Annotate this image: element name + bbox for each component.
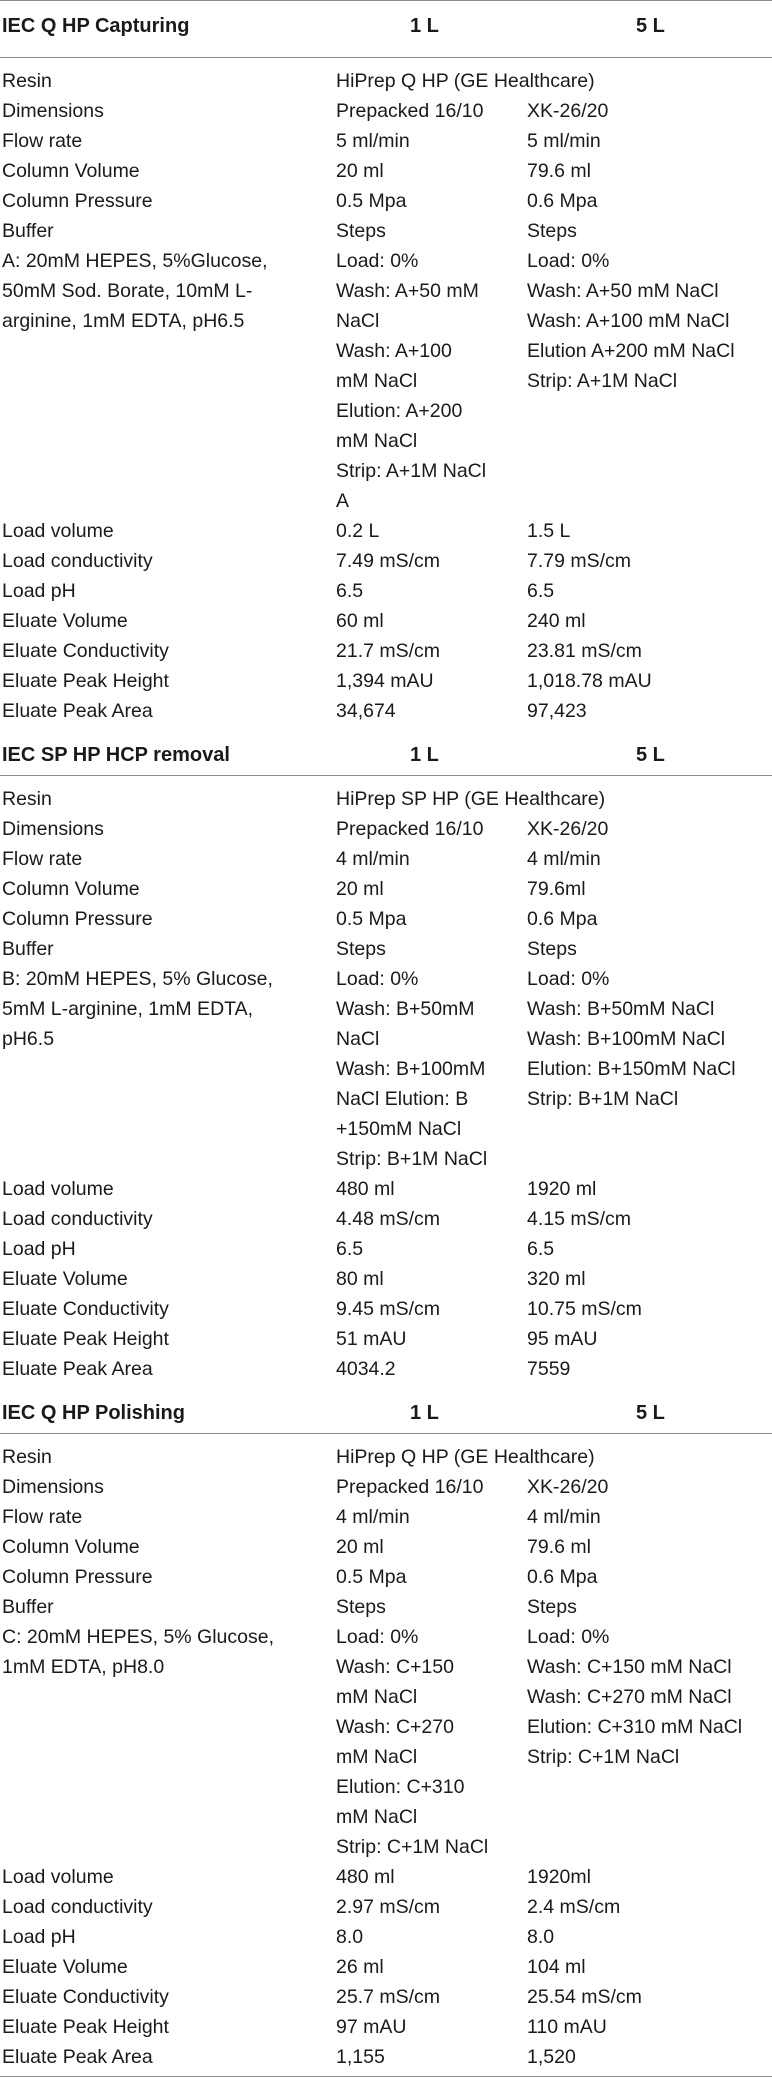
- table-row: [0, 1502, 772, 1532]
- table-row: [0, 66, 772, 96]
- table-row: [0, 1562, 772, 1592]
- value-1l: 80 ml: [336, 1268, 384, 1290]
- value-1l: 1,394 mAU: [336, 670, 434, 692]
- value-1l: 20 ml: [336, 1536, 384, 1558]
- value-1l: 480 ml: [336, 1866, 395, 1888]
- row-label: Column Pressure: [2, 190, 153, 212]
- table-row: [0, 186, 772, 216]
- row-label: Eluate Conductivity: [2, 1298, 169, 1320]
- value-5l: XK-26/20: [527, 100, 609, 122]
- value-5l: 7.79 mS/cm: [527, 550, 632, 572]
- row-label: Eluate Peak Area: [2, 700, 153, 722]
- table-row: [0, 606, 772, 636]
- value-5l: 2.4 mS/cm: [527, 1896, 621, 1918]
- row-label: Eluate Peak Area: [2, 2046, 153, 2068]
- value-5l: 1.5 L: [527, 520, 571, 542]
- row-label: Eluate Volume: [2, 1268, 128, 1290]
- row-label: Dimensions: [2, 100, 104, 122]
- value-1l: 51 mAU: [336, 1328, 407, 1350]
- row-label: Eluate Conductivity: [2, 640, 169, 662]
- value-1l: 97 mAU: [336, 2016, 407, 2038]
- row-label: Eluate Peak Area: [2, 1358, 153, 1380]
- value-5l: 79.6 ml: [527, 160, 591, 182]
- row-label: Column Volume: [2, 878, 140, 900]
- value-5l: 4.15 mS/cm: [527, 1208, 632, 1230]
- column-header-1l: 1 L: [410, 15, 439, 37]
- row-label: Flow rate: [2, 1506, 83, 1528]
- table-row: [0, 1862, 772, 1892]
- table-row: [0, 216, 772, 516]
- column-header-5l: 5 L: [636, 15, 665, 37]
- value-5l: 6.5: [527, 1238, 555, 1260]
- value-5l: 79.6ml: [527, 878, 586, 900]
- table-section: [0, 0, 772, 730]
- value-5l: 104 ml: [527, 1956, 586, 1978]
- value-5l: 95 mAU: [527, 1328, 598, 1350]
- table-row: [0, 1294, 772, 1324]
- table-row: [0, 1592, 772, 1862]
- table-row: [0, 546, 772, 576]
- value-1l: 4 ml/min: [336, 848, 410, 870]
- value-5l: XK-26/20: [527, 1476, 609, 1498]
- value-1l: 0.5 Mpa: [336, 190, 407, 212]
- row-label: Load pH: [2, 1238, 76, 1260]
- value-1l: 2.97 mS/cm: [336, 1896, 441, 1918]
- value-5l: 8.0: [527, 1926, 555, 1948]
- table-row: [0, 1532, 772, 1562]
- row-label: Column Pressure: [2, 1566, 153, 1588]
- row-label: Eluate Conductivity: [2, 1986, 169, 2008]
- row-label: Resin: [2, 70, 52, 92]
- table-row: [0, 156, 772, 186]
- value-1l: 1,155: [336, 2046, 385, 2068]
- table-row: [0, 636, 772, 666]
- table-row: [0, 696, 772, 726]
- table-row: [0, 784, 772, 814]
- value-5l: 23.81 mS/cm: [527, 640, 642, 662]
- table-row: [0, 874, 772, 904]
- value-5l: 320 ml: [527, 1268, 586, 1290]
- row-label: Buffer A: 20mM HEPES, 5%Glucose, 50mM Sod. Borate, 10mM L- arginine, 1mM EDTA, pH6.5: [2, 220, 268, 332]
- value-5l: Steps Load: 0% Wash: B+50mM NaCl Wash: B+100mM NaCl Elution: B+150mM NaCl Strip: B+1M NaCl: [527, 938, 736, 1110]
- value-5l: 10.75 mS/cm: [527, 1298, 642, 1320]
- value-1l: 0.2 L: [336, 520, 380, 542]
- value-1l: Steps Load: 0% Wash: A+50 mM NaCl Wash: A+100 mM NaCl Elution: A+200 mM NaCl Strip: A+1M NaCl A: [336, 220, 487, 512]
- value-1l: 60 ml: [336, 610, 384, 632]
- value-1l: Prepacked 16/10: [336, 1476, 484, 1498]
- value-1l: Prepacked 16/10: [336, 818, 484, 840]
- row-label: Eluate Volume: [2, 1956, 128, 1978]
- value-1l: 4 ml/min: [336, 1506, 410, 1528]
- value-5l: 0.6 Mpa: [527, 1566, 598, 1588]
- section-header: [0, 730, 772, 776]
- value-5l: 6.5: [527, 580, 555, 602]
- row-label: Eluate Peak Height: [2, 2016, 169, 2038]
- column-header-1l: 1 L: [410, 744, 439, 766]
- section-body: [0, 58, 772, 730]
- section-title: IEC Q HP Capturing: [2, 15, 190, 37]
- table-row: [0, 1324, 772, 1354]
- row-label: Load pH: [2, 580, 76, 602]
- value-1l: HiPrep SP HP (GE Healthcare): [336, 788, 606, 810]
- table-row: [0, 2012, 772, 2042]
- column-header-5l: 5 L: [636, 744, 665, 766]
- section-title: IEC Q HP Polishing: [2, 1402, 185, 1424]
- value-5l: 25.54 mS/cm: [527, 1986, 642, 2008]
- value-1l: 4.48 mS/cm: [336, 1208, 441, 1230]
- column-header-5l: 5 L: [636, 1402, 665, 1424]
- section-body: [0, 1434, 772, 2077]
- value-1l: HiPrep Q HP (GE Healthcare): [336, 70, 595, 92]
- value-1l: 34,674: [336, 700, 396, 722]
- table-row: [0, 1472, 772, 1502]
- value-1l: 6.5: [336, 580, 364, 602]
- row-label: Resin: [2, 788, 52, 810]
- table-section: [0, 1388, 772, 2077]
- row-label: Eluate Peak Height: [2, 1328, 169, 1350]
- value-1l: 6.5: [336, 1238, 364, 1260]
- value-5l: 240 ml: [527, 610, 586, 632]
- value-5l: XK-26/20: [527, 818, 609, 840]
- table-row: [0, 516, 772, 546]
- value-5l: Steps Load: 0% Wash: A+50 mM NaCl Wash: A+100 mM NaCl Elution A+200 mM NaCl Strip: A+1M NaCl: [527, 220, 735, 392]
- value-5l: 1920ml: [527, 1866, 591, 1888]
- value-1l: 7.49 mS/cm: [336, 550, 441, 572]
- value-1l: Prepacked 16/10: [336, 100, 484, 122]
- table-row: [0, 1234, 772, 1264]
- value-5l: 4 ml/min: [527, 1506, 601, 1528]
- value-5l: 97,423: [527, 700, 587, 722]
- value-1l: Steps Load: 0% Wash: C+150 mM NaCl Wash: C+270 mM NaCl Elution: C+310 mM NaCl Strip: C+1M NaCl: [336, 1596, 489, 1858]
- value-1l: 20 ml: [336, 160, 384, 182]
- value-5l: 1,520: [527, 2046, 576, 2068]
- table-row: [0, 934, 772, 1174]
- table-row: [0, 1982, 772, 2012]
- table-row: [0, 1892, 772, 1922]
- table-row: [0, 1952, 772, 1982]
- value-5l: 110 mAU: [527, 2016, 607, 2038]
- table-row: [0, 2042, 772, 2072]
- section-header: [0, 0, 772, 58]
- table-section: [0, 730, 772, 1388]
- row-label: Load conductivity: [2, 550, 153, 572]
- row-label: Column Volume: [2, 160, 140, 182]
- table-row: [0, 576, 772, 606]
- value-1l: 8.0: [336, 1926, 364, 1948]
- row-label: Resin: [2, 1446, 52, 1468]
- table-row: [0, 844, 772, 874]
- value-5l: Steps Load: 0% Wash: C+150 mM NaCl Wash: C+270 mM NaCl Elution: C+310 mM NaCl Strip: C+1M NaCl: [527, 1596, 743, 1768]
- row-label: Dimensions: [2, 1476, 104, 1498]
- row-label: Load volume: [2, 520, 114, 542]
- value-5l: 79.6 ml: [527, 1536, 591, 1558]
- value-1l: 21.7 mS/cm: [336, 640, 441, 662]
- row-label: Column Volume: [2, 1536, 140, 1558]
- row-label: Eluate Volume: [2, 610, 128, 632]
- table-row: [0, 1174, 772, 1204]
- table-row: [0, 96, 772, 126]
- table-row: [0, 666, 772, 696]
- row-label: Flow rate: [2, 848, 83, 870]
- table-row: [0, 126, 772, 156]
- value-5l: 1,018.78 mAU: [527, 670, 652, 692]
- row-label: Dimensions: [2, 818, 104, 840]
- value-1l: HiPrep Q HP (GE Healthcare): [336, 1446, 595, 1468]
- row-label: Load volume: [2, 1866, 114, 1888]
- value-1l: 5 ml/min: [336, 130, 410, 152]
- section-header: [0, 1388, 772, 1434]
- value-1l: 26 ml: [336, 1956, 384, 1978]
- row-label: Column Pressure: [2, 908, 153, 930]
- value-1l: 4034.2: [336, 1358, 396, 1380]
- row-label: Load conductivity: [2, 1896, 153, 1918]
- table-row: [0, 814, 772, 844]
- value-5l: 4 ml/min: [527, 848, 601, 870]
- value-1l: 0.5 Mpa: [336, 908, 407, 930]
- row-label: Eluate Peak Height: [2, 670, 169, 692]
- value-1l: 480 ml: [336, 1178, 395, 1200]
- row-label: Load conductivity: [2, 1208, 153, 1230]
- value-1l: 9.45 mS/cm: [336, 1298, 441, 1320]
- table-row: [0, 1442, 772, 1472]
- table-row: [0, 1354, 772, 1384]
- table-row: [0, 1204, 772, 1234]
- value-1l: 20 ml: [336, 878, 384, 900]
- value-5l: 5 ml/min: [527, 130, 601, 152]
- value-5l: 0.6 Mpa: [527, 908, 598, 930]
- row-label: Flow rate: [2, 130, 83, 152]
- value-5l: 1920 ml: [527, 1178, 597, 1200]
- column-header-1l: 1 L: [410, 1402, 439, 1424]
- value-5l: 0.6 Mpa: [527, 190, 598, 212]
- row-label: Buffer B: 20mM HEPES, 5% Glucose, 5mM L-arginine, 1mM EDTA, pH6.5: [2, 938, 273, 1050]
- section-body: [0, 776, 772, 1388]
- table-row: [0, 1264, 772, 1294]
- value-5l: 7559: [527, 1358, 571, 1380]
- value-1l: Steps Load: 0% Wash: B+50mM NaCl Wash: B+100mM NaCl Elution: B +150mM NaCl Strip: B+1M NaCl: [336, 938, 488, 1170]
- row-label: Load volume: [2, 1178, 114, 1200]
- row-label: Load pH: [2, 1926, 76, 1948]
- table-row: [0, 1922, 772, 1952]
- value-1l: 25.7 mS/cm: [336, 1986, 441, 2008]
- table-row: [0, 904, 772, 934]
- value-1l: 0.5 Mpa: [336, 1566, 407, 1588]
- section-title: IEC SP HP HCP removal: [2, 744, 230, 766]
- row-label: Buffer C: 20mM HEPES, 5% Glucose, 1mM EDTA, pH8.0: [2, 1596, 275, 1678]
